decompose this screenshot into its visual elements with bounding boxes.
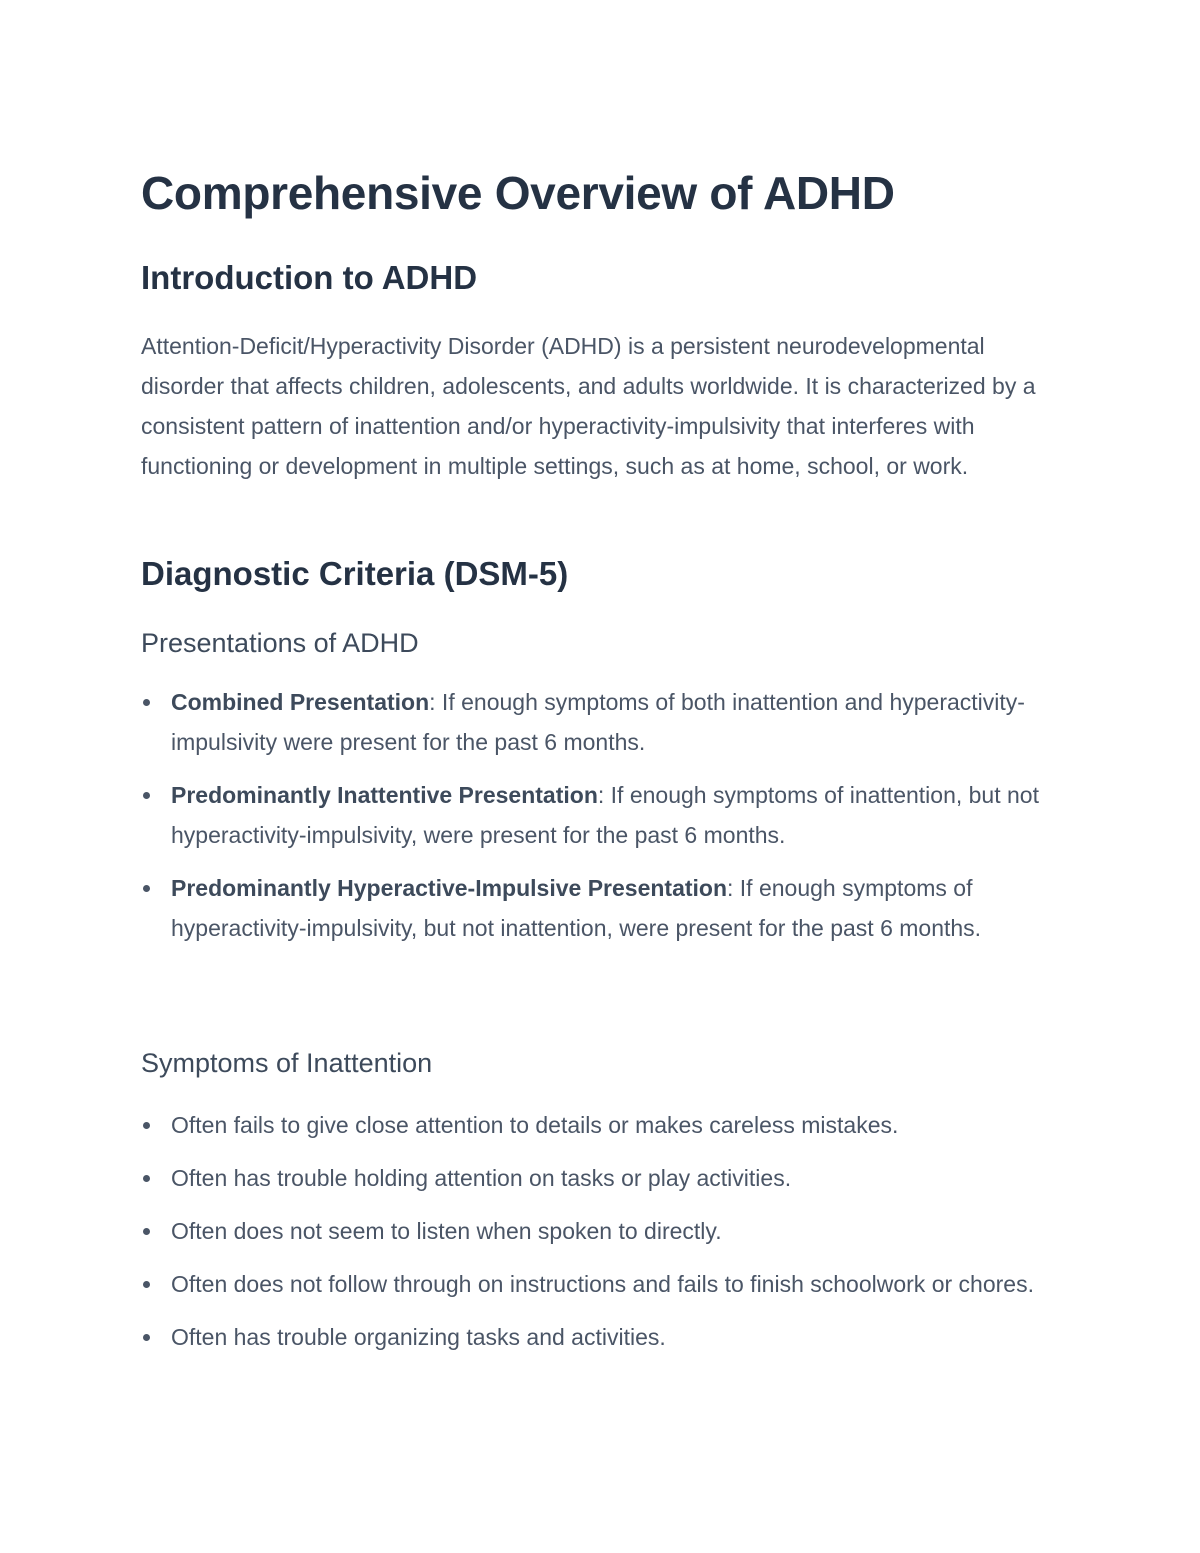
subheading-presentations: Presentations of ADHD <box>141 628 419 658</box>
list-item <box>141 1317 1061 1357</box>
bullet-icon <box>143 1175 150 1182</box>
presentations-list <box>141 682 1061 961</box>
list-item-text: Often has trouble organizing tasks and activities. <box>171 1324 666 1350</box>
list-item-term: Predominantly Inattentive Presentation <box>171 782 598 808</box>
list-item-text: Often fails to give close attention to details or makes careless mistakes. <box>171 1112 899 1138</box>
bullet-icon <box>143 1334 150 1341</box>
list-item-text: Often has trouble holding attention on tasks or play activities. <box>171 1165 792 1191</box>
list-item <box>141 1211 1061 1251</box>
list-item-text: Often does not follow through on instructions and fails to finish schoolwork or chores. <box>171 1271 1034 1297</box>
bullet-icon <box>143 699 150 706</box>
inattention-symptoms-list <box>141 1105 1061 1370</box>
list-item <box>141 868 1061 948</box>
subheading-symptoms-of-inattention: Symptoms of Inattention <box>141 1048 433 1078</box>
section-heading-introduction: Introduction to ADHD <box>141 259 478 296</box>
list-item-term: Combined Presentation <box>171 689 430 715</box>
document-title: Comprehensive Overview of ADHD <box>141 167 895 219</box>
list-item-text: : If enough symptoms of both inattention and hyperactivity-impulsivity were present for the past 6 months. <box>171 689 1025 755</box>
section-heading-diagnostic-criteria: Diagnostic Criteria (DSM-5) <box>141 555 569 592</box>
list-item <box>141 775 1061 855</box>
list-item <box>141 1264 1061 1304</box>
bullet-icon <box>143 1228 150 1235</box>
list-item-text: : If enough symptoms of hyperactivity-impulsivity, but not inattention, were present for the past 6 months. <box>171 875 982 941</box>
introduction-paragraph: Attention-Deficit/Hyperactivity Disorder (ADHD) is a persistent neurodevelopmental disorder that affects children, adolescents, and adults worldwide. It is characterized by a consistent pattern of inattention and/or hyperactivity-impulsivity that interferes with functioning or development in multiple settings, such as at home, school, or work. <box>141 333 1036 479</box>
list-item-text: : If enough symptoms of inattention, but not hyperactivity-impulsivity, were present for the past 6 months. <box>171 782 1039 848</box>
bullet-icon <box>143 1281 150 1288</box>
list-item <box>141 1158 1061 1198</box>
bullet-icon <box>143 885 150 892</box>
list-item <box>141 1105 1061 1145</box>
bullet-icon <box>143 1122 150 1129</box>
bullet-icon <box>143 792 150 799</box>
list-item-text: Often does not seem to listen when spoken to directly. <box>171 1218 722 1244</box>
list-item <box>141 682 1061 762</box>
list-item-term: Predominantly Hyperactive-Impulsive Presentation <box>171 875 728 901</box>
